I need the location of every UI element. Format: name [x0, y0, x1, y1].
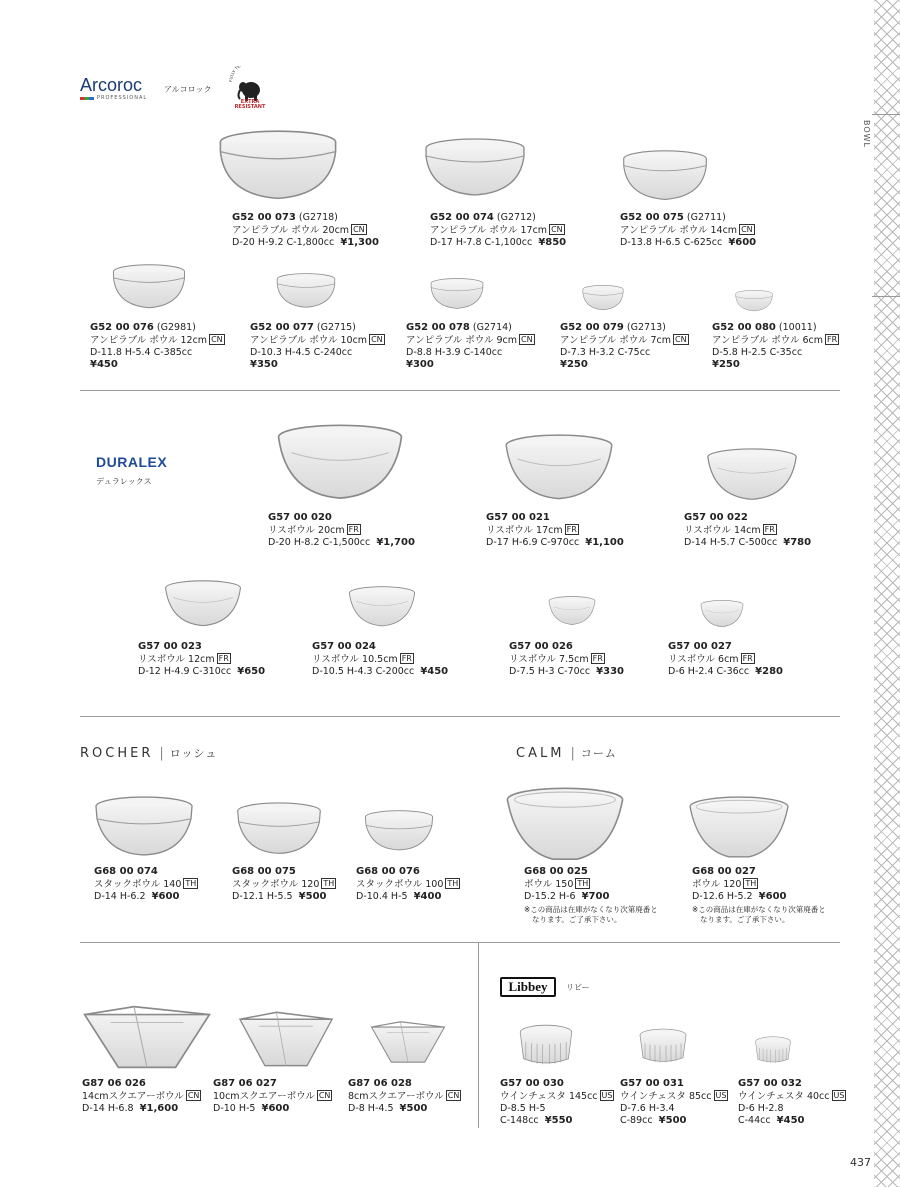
product-code: G52 00 079 [560, 322, 624, 333]
product-name: アンピラブル ボウル 6cm [712, 335, 824, 346]
product-entry [692, 866, 826, 925]
product-price: ¥280 [755, 666, 783, 677]
product-dims: D-10 H-5 [213, 1103, 256, 1114]
product-image [504, 434, 614, 502]
product-price: ¥450 [776, 1115, 805, 1126]
product-code: G57 00 026 [509, 641, 573, 652]
origin-badge: TH [745, 879, 757, 888]
product-name: リスボウル 10.5cm [312, 654, 398, 665]
product-entry [500, 1078, 614, 1127]
section-label: BOWL [862, 120, 871, 149]
product-price: ¥600 [728, 237, 757, 248]
product-name: 8cmスクエアーボウル [348, 1091, 444, 1102]
product-dims: D-17 H-6.9 C-970cc [486, 537, 580, 548]
product-entry [312, 641, 448, 678]
product-name: ボウル 150 [524, 879, 574, 890]
product-price: ¥450 [90, 359, 118, 370]
product-name: アンピラブル ボウル 10cm [250, 335, 368, 346]
product-entry [430, 212, 566, 249]
origin-badge: US [601, 1091, 613, 1100]
product-code: G57 00 032 [738, 1078, 802, 1089]
product-name: 14cmスクエアーボウル [82, 1091, 184, 1102]
product-image [348, 586, 416, 628]
product-code: G68 00 074 [94, 866, 158, 877]
product-dims: D-7.3 H-3.2 C-75cc [560, 347, 651, 358]
product-code: G57 00 030 [500, 1078, 564, 1089]
product-entry [90, 322, 225, 371]
product-image [700, 600, 744, 628]
product-entry [620, 1078, 728, 1127]
extra-resistant-text: EXTRA RESISTANT [234, 99, 266, 110]
product-price: ¥780 [783, 537, 812, 548]
section-divider [80, 942, 840, 943]
page-number: 437 [850, 1156, 871, 1169]
product-price: ¥600 [261, 1103, 290, 1114]
product-dims: D-6 H-2.4 C-36cc [668, 666, 750, 677]
product-dims: D-17 H-7.8 C-1,100cc [430, 237, 533, 248]
discontinued-note: ※この商品は在庫がなくなり次第廃番と なります。ご了承下さい。 [524, 905, 658, 924]
product-image [706, 448, 798, 502]
product-image [164, 580, 242, 628]
svg-text:FULLY TEMPERED: FULLY TE [227, 66, 241, 83]
product-code: G57 00 023 [138, 641, 202, 652]
product-ref: (G2981) [156, 322, 196, 333]
origin-badge: CN [318, 1091, 331, 1100]
product-entry [486, 512, 624, 549]
origin-badge: TH [185, 879, 197, 888]
product-dims: D-10.3 H-4.5 C-240cc [250, 347, 353, 358]
origin-badge: FR [348, 525, 359, 534]
product-entry [232, 212, 379, 249]
origin-badge: TH [323, 879, 335, 888]
product-entry [138, 641, 265, 678]
product-entry [509, 641, 624, 678]
product-code: G68 00 075 [232, 866, 296, 877]
origin-badge: TH [447, 879, 459, 888]
product-dims: D-11.8 H-5.4 C-385cc [90, 347, 193, 358]
product-image [735, 290, 773, 312]
product-image [236, 802, 322, 856]
product-code: G57 00 020 [268, 512, 332, 523]
product-entry [738, 1078, 846, 1127]
product-name: ボウル 120 [692, 879, 742, 890]
product-image [638, 1028, 688, 1064]
product-price: ¥550 [544, 1115, 573, 1126]
product-entry [684, 512, 811, 549]
origin-badge: FR [742, 654, 753, 663]
product-entry [268, 512, 415, 549]
product-price: ¥500 [399, 1103, 428, 1114]
product-entry [356, 866, 460, 903]
origin-badge: FR [218, 654, 229, 663]
product-entry [524, 866, 658, 925]
origin-badge: CN [353, 225, 365, 234]
product-image [430, 278, 484, 310]
product-dims: D-10.4 H-5 [356, 891, 408, 902]
product-entry [232, 866, 336, 903]
product-dims: D-5.8 H-2.5 C-35cc [712, 347, 803, 358]
product-entry [668, 641, 783, 678]
side-divider [872, 296, 900, 297]
product-dims: D-7.5 H-3 C-70cc [509, 666, 591, 677]
product-code: G52 00 074 [430, 212, 494, 223]
product-name: ウインチェスタ 145cc [500, 1091, 598, 1102]
product-code: G52 00 077 [250, 322, 314, 333]
product-dims: D-6 H-2.8 [738, 1103, 784, 1114]
product-image [424, 138, 526, 198]
product-dims: D-10.5 H-4.3 C-200cc [312, 666, 415, 677]
product-name: リスボウル 6cm [668, 654, 739, 665]
product-entry [250, 322, 385, 371]
product-entry [560, 322, 689, 371]
product-code: G87 06 026 [82, 1078, 146, 1089]
product-price: ¥1,300 [340, 237, 379, 248]
origin-badge: CN [551, 225, 563, 234]
product-image [688, 796, 790, 860]
arcoroc-sub: PROFESSIONAL [97, 95, 148, 101]
product-capacity: C-44cc [738, 1115, 771, 1126]
discontinued-note: ※この商品は在庫がなくなり次第廃番と なります。ご了承下さい。 [692, 905, 826, 924]
product-image [518, 1024, 574, 1066]
origin-badge: FR [401, 654, 412, 663]
product-price: ¥700 [581, 891, 610, 902]
product-price: ¥250 [712, 359, 740, 370]
product-dims: D-15.2 H-6 [524, 891, 576, 902]
calm-heading: CALM | コーム [516, 746, 617, 761]
product-entry [213, 1078, 332, 1115]
origin-badge: CN [521, 335, 533, 344]
product-code: G52 00 075 [620, 212, 684, 223]
product-code: G57 00 021 [486, 512, 550, 523]
product-price: ¥500 [658, 1115, 687, 1126]
product-name: ウインチェスタ 85cc [620, 1091, 712, 1102]
origin-badge: CN [371, 335, 383, 344]
product-code: G87 06 027 [213, 1078, 277, 1089]
product-image [364, 810, 434, 852]
product-name: リスボウル 7.5cm [509, 654, 589, 665]
product-price: ¥300 [406, 359, 434, 370]
origin-badge: CN [447, 1091, 460, 1100]
product-ref: (G2712) [496, 212, 536, 223]
product-entry [82, 1078, 201, 1115]
side-divider [872, 114, 900, 115]
product-image [505, 787, 625, 863]
product-name: 10cmスクエアーボウル [213, 1091, 315, 1102]
product-dims: D-14 H-6.8 [82, 1103, 134, 1114]
product-ref: (10011) [778, 322, 817, 333]
product-entry [620, 212, 756, 249]
product-name: リスボウル 12cm [138, 654, 215, 665]
product-price: ¥400 [413, 891, 442, 902]
product-image [622, 150, 708, 202]
product-price: ¥250 [560, 359, 588, 370]
origin-badge: FR [592, 654, 603, 663]
product-dims: D-12.6 H-5.2 [692, 891, 753, 902]
arcoroc-name: Arcoroc [80, 75, 143, 95]
product-code: G52 00 078 [406, 322, 470, 333]
origin-badge: FR [827, 335, 838, 344]
product-dims: D-8 H-4.5 [348, 1103, 394, 1114]
product-dims: D-14 H-6.2 [94, 891, 146, 902]
product-entry [348, 1078, 461, 1115]
extra-resistant-badge [226, 66, 274, 112]
product-ref: (G2711) [686, 212, 726, 223]
product-price: ¥330 [596, 666, 624, 677]
product-name: アンピラブル ボウル 12cm [90, 335, 208, 346]
column-divider [478, 942, 479, 1128]
product-price: ¥1,700 [376, 537, 415, 548]
product-image [218, 130, 338, 202]
product-dims: D-8.5 H-5 [500, 1103, 546, 1114]
product-code: G57 00 024 [312, 641, 376, 652]
product-name: アンピラブル ボウル 7cm [560, 335, 672, 346]
product-dims: D-14 H-5.7 C-500cc [684, 537, 778, 548]
product-image [548, 596, 596, 626]
product-name: スタックボウル 100 [356, 879, 444, 890]
product-code: G52 00 076 [90, 322, 154, 333]
product-price: ¥600 [151, 891, 180, 902]
product-price: ¥650 [237, 666, 266, 677]
product-dims: D-8.8 H-3.9 C-140cc [406, 347, 503, 358]
product-name: リスボウル 20cm [268, 525, 345, 536]
product-image [276, 424, 404, 502]
product-price: ¥500 [298, 891, 327, 902]
product-code: G68 00 025 [524, 866, 588, 877]
product-dims: D-13.8 H-6.5 C-625cc [620, 237, 723, 248]
origin-badge: CN [675, 335, 687, 344]
libbey-kana: リビー [566, 983, 590, 992]
product-name: アンピラブル ボウル 9cm [406, 335, 518, 346]
product-code: G52 00 073 [232, 212, 296, 223]
product-capacity: C-89cc [620, 1115, 653, 1126]
product-ref: (G2715) [316, 322, 356, 333]
arcoroc-stripe [80, 97, 94, 100]
product-entry [406, 322, 535, 371]
origin-badge: US [715, 1091, 727, 1100]
product-name: スタックボウル 140 [94, 879, 182, 890]
origin-badge: CN [211, 335, 223, 344]
product-image [94, 796, 194, 858]
duralex-logo: DURALEX [96, 454, 168, 470]
product-price: ¥450 [420, 666, 449, 677]
duralex-kana: デュラレックス [96, 477, 152, 486]
product-code: G57 00 031 [620, 1078, 684, 1089]
libbey-logo: Libbey [500, 977, 556, 997]
product-image [276, 273, 336, 309]
origin-badge: FR [566, 525, 577, 534]
side-pattern [874, 0, 900, 1187]
rocher-heading: ROCHER | ロッシュ [80, 746, 218, 761]
product-entry [712, 322, 839, 371]
product-code: G57 00 022 [684, 512, 748, 523]
arcoroc-kana: アルコロック [164, 85, 212, 94]
product-name: リスボウル 17cm [486, 525, 563, 536]
origin-badge: TH [577, 879, 589, 888]
origin-badge: US [833, 1091, 845, 1100]
product-dims: D-20 H-8.2 C-1,500cc [268, 537, 371, 548]
product-price: ¥1,600 [139, 1103, 179, 1114]
product-image [370, 1020, 446, 1064]
product-name: アンピラブル ボウル 14cm [620, 225, 738, 236]
product-dims: D-12 H-4.9 C-310cc [138, 666, 232, 677]
product-image [238, 1010, 334, 1068]
product-name: スタックボウル 120 [232, 879, 320, 890]
arcoroc-logo [80, 76, 147, 101]
product-dims: D-7.6 H-3.4 [620, 1103, 675, 1114]
product-dims: D-12.1 H-5.5 [232, 891, 293, 902]
product-price: ¥850 [538, 237, 567, 248]
product-code: G68 00 027 [692, 866, 756, 877]
origin-badge: FR [764, 525, 775, 534]
product-image [582, 285, 624, 311]
product-price: ¥1,100 [585, 537, 624, 548]
product-ref: (G2714) [472, 322, 512, 333]
product-image [82, 1004, 212, 1070]
product-image [112, 264, 186, 310]
product-ref: (G2718) [298, 212, 338, 223]
product-ref: (G2713) [626, 322, 666, 333]
product-image [754, 1036, 792, 1064]
product-price: ¥350 [250, 359, 278, 370]
section-divider [80, 716, 840, 717]
product-name: リスボウル 14cm [684, 525, 761, 536]
product-entry [94, 866, 198, 903]
product-capacity: C-148cc [500, 1115, 539, 1126]
product-dims: D-20 H-9.2 C-1,800cc [232, 237, 335, 248]
origin-badge: CN [741, 225, 753, 234]
product-code: G87 06 028 [348, 1078, 412, 1089]
product-code: G68 00 076 [356, 866, 420, 877]
section-divider [80, 390, 840, 391]
product-price: ¥600 [758, 891, 787, 902]
origin-badge: CN [187, 1091, 200, 1100]
product-code: G57 00 027 [668, 641, 732, 652]
product-name: アンピラブル ボウル 17cm [430, 225, 548, 236]
product-code: G52 00 080 [712, 322, 776, 333]
product-name: ウインチェスタ 40cc [738, 1091, 830, 1102]
product-name: アンピラブル ボウル 20cm [232, 225, 350, 236]
